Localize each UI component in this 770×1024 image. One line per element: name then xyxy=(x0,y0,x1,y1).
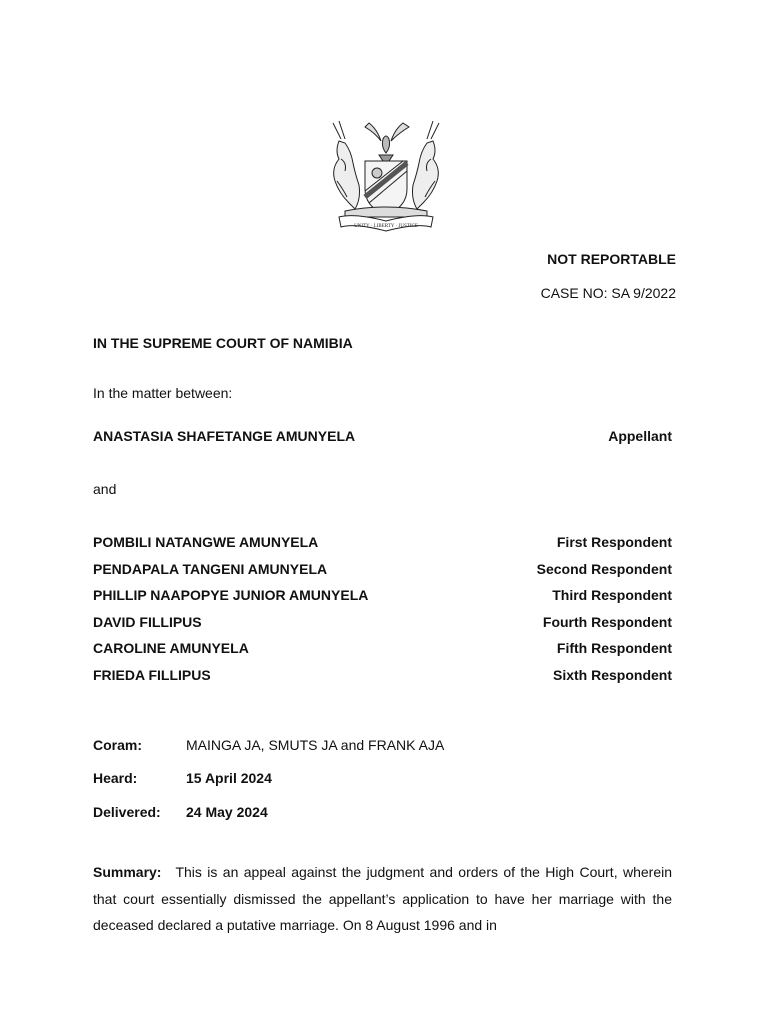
party-name: ANASTASIA SHAFETANGE AMUNYELA xyxy=(93,428,356,444)
summary-text: This is an appeal against the judgment and orders of the High Court, wherein that court essentially dismissed the appellant’s application to have her marriage with the deceased declared a putative marriage. On 8 August 1996 and in xyxy=(93,864,672,933)
heard-label: Heard: xyxy=(93,770,138,786)
respondent-row xyxy=(93,561,672,579)
coram-label: Coram: xyxy=(93,737,143,753)
matter-intro: In the matter between: xyxy=(93,385,233,401)
reportable-label: NOT REPORTABLE xyxy=(547,251,676,267)
connector-and: and xyxy=(93,481,117,497)
party-name: DAVID FILLIPUS xyxy=(93,614,202,630)
delivered-value: 24 May 2024 xyxy=(186,804,268,820)
respondent-row xyxy=(93,614,672,632)
heard-value: 15 April 2024 xyxy=(186,770,272,786)
case-number: CASE NO: SA 9/2022 xyxy=(540,285,676,301)
svg-text:UNITY · LIBERTY · JUSTICE: UNITY · LIBERTY · JUSTICE xyxy=(354,224,418,229)
namibia-coat-of-arms-emblem xyxy=(325,119,447,235)
party-name: POMBILI NATANGWE AMUNYELA xyxy=(93,534,319,550)
heard-row xyxy=(93,770,593,788)
party-role: First Respondent xyxy=(556,534,672,550)
party-name: FRIEDA FILLIPUS xyxy=(93,667,211,683)
left-oryx-icon xyxy=(333,121,360,209)
coram-value: MAINGA JA, SMUTS JA and FRANK AJA xyxy=(186,737,445,753)
respondent-row xyxy=(93,640,672,658)
party-role: Appellant xyxy=(608,428,672,444)
respondent-row xyxy=(93,587,672,605)
party-name: PHILLIP NAAPOPYE JUNIOR AMUNYELA xyxy=(93,587,369,603)
respondent-row xyxy=(93,667,672,685)
right-oryx-icon xyxy=(413,121,440,209)
summary-paragraph xyxy=(93,859,672,939)
party-role: Sixth Respondent xyxy=(552,667,672,683)
summary-label: Summary: xyxy=(93,864,162,880)
court-name: IN THE SUPREME COURT OF NAMIBIA xyxy=(93,335,353,351)
appellant-row xyxy=(93,428,672,446)
party-role: Fifth Respondent xyxy=(556,640,672,656)
eagle-icon xyxy=(365,123,409,161)
delivered-row xyxy=(93,804,593,822)
party-role: Fourth Respondent xyxy=(542,614,672,630)
party-name: PENDAPALA TANGENI AMUNYELA xyxy=(93,561,328,577)
delivered-label: Delivered: xyxy=(93,804,161,820)
party-name: CAROLINE AMUNYELA xyxy=(93,640,249,656)
party-role: Third Respondent xyxy=(552,587,672,603)
respondent-row xyxy=(93,534,672,552)
party-role: Second Respondent xyxy=(536,561,672,577)
coram-row xyxy=(93,737,593,755)
